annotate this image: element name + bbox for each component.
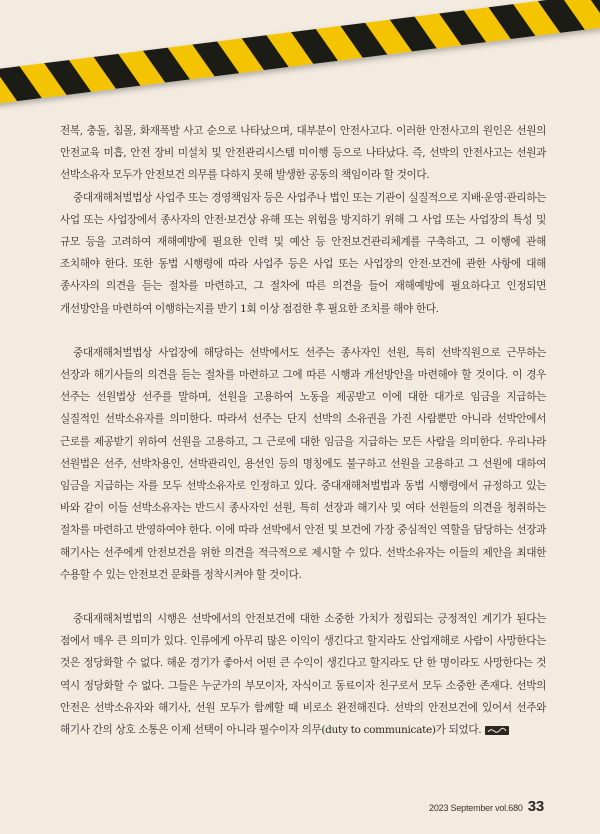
paragraph-gap — [60, 320, 546, 342]
page-number: 33 — [527, 798, 544, 815]
end-mark-icon — [485, 726, 509, 735]
body-paragraph — [60, 187, 546, 320]
article-body — [60, 120, 546, 741]
caution-tape-decoration — [0, 0, 600, 110]
issue-info: 2023 September vol.680 — [429, 803, 523, 813]
paragraph-text: 중대재해처벌법상 사업주 또는 경영책임자 등은 사업주나 법인 또는 기관이 실질적으로 지배·운영·관리하는 사업 또는 사업장에서 종사자의 안전·보건상 유해 또는 위험을 방지하기 위해 그 사업 또는 사업장의 특성 및 규모 등을 고려하여 재해예방에 필요한 인력 및 예산 등 안전보건관리체계를 구축하고, 그 이행에 관해 조치해야 한다. 또한 동법 시행령에 따라 사업주 등은 사업 또는 사업장의 안전·보건에 관한 사항에 대해 종사자의 의견을 듣는 절차를 마련하고, 그 절차에 따른 의견을 들어 재해예방에 필요하다고 인정되면 개선방안을 마련하여 이행하는지를 반기 1회 이상 점검한 후 필요한 조치를 해야 한다. — [60, 191, 546, 315]
paragraph-text: 전복, 충돌, 침몰, 화재폭발 사고 순으로 나타났으며, 대부분이 안전사고다. 이러한 안전사고의 원인은 선원의 안전교육 미흡, 안전 장비 미설치 및 안전관리시스템 미이행 등으로 나타났다. 즉, 선박의 안전사고는 선원과 선박소유자 모두가 안전보건 의무를 다하지 못해 발생한 공동의 책임이라 할 것이다. — [60, 125, 546, 182]
caution-tape-icon — [0, 0, 600, 110]
body-paragraph — [60, 608, 546, 741]
paragraph-gap — [60, 586, 546, 608]
body-paragraph — [60, 120, 546, 187]
body-paragraph — [60, 342, 546, 586]
paragraph-text: 중대재해처벌법상 사업장에 해당하는 선박에서도 선주는 종사자인 선원, 특히 선박직원으로 근무하는 선장과 해기사들의 의견을 듣는 절차를 마련하고 그에 따른 시행과 개선방안을 마련해야 할 것이다. 이 경우 선주는 선원법상 선주를 말하며, 선원을 고용하여 노동을 제공받고 이에 대한 대가로 임금을 지급하는 실질적인 선박소유자를 의미한다. 따라서 선주는 단지 선박의 소유권을 가진 사람뿐만 아니라 선박안에서 근로를 제공받기 위하여 선원을 고용하고, 그 근로에 대한 임금을 지급하는 모든 사람을 의미한다. 우리나라 선원법은 선주, 선박차용인, 선박관리인, 용선인 등의 명칭에도 불구하고 선원을 고용하고 그 선원에 대하여 임금을 지급하는 자를 모두 선박소유자로 인정하고 있다. 중대재해처벌법과 동법 시행령에서 규정하고 있는 바와 같이 이들 선박소유자는 반드시 종사자인 선원, 특히 선장과 해기사 및 여타 선원들의 의견을 청취하는 절차를 마련하고 반영하여야 한다. 이에 따라 선박에서 안전 및 보건에 가장 중심적인 역할을 담당하는 선장과 해기사는 선주에게 안전보건을 위한 의견을 적극적으로 제시할 수 있다. 선박소유자는 이들의 제안을 최대한 수용할 수 있는 안전보건 문화를 정착시켜야 할 것이다. — [60, 346, 546, 581]
paragraph-text: 중대재해처벌법의 시행은 선박에서의 안전보건에 대한 소중한 가치가 정립되는 긍정적인 계기가 된다는 점에서 매우 큰 의미가 있다. 인류에게 아무리 많은 이익이 생긴다고 할지라도 산업재해로 사람이 사망한다는 것은 정당화할 수 없다. 해운 경기가 좋아서 어떤 큰 수익이 생긴다고 할지라도 단 한 명이라도 사망한다는 것 역시 정당화할 수 없다. 그들은 누군가의 부모이자, 자식이고 동료이자 친구로서 모두 소중한 존재다. 선박의 안전은 선박소유자와 해기사, 선원 모두가 함께할 때 비로소 완전해진다. 선박의 안전보건에 있어서 선주와 해기사 간의 상호 소통은 이제 선택이 아니라 필수이자 의무(duty to communicate)가 되었다. — [60, 613, 546, 737]
page-footer — [429, 798, 544, 815]
